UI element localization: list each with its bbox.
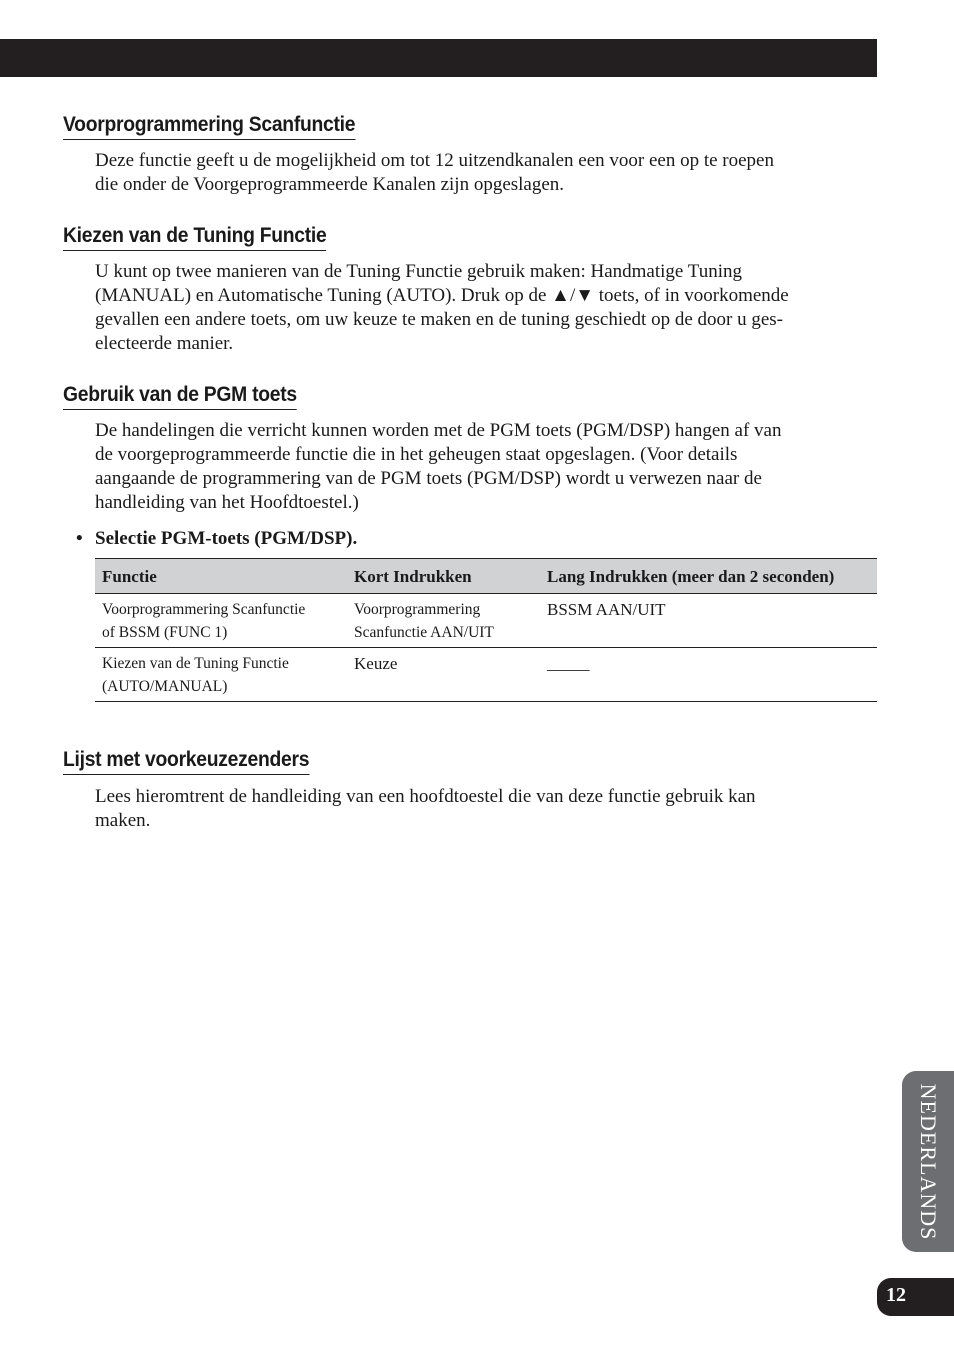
body-line: aangaande de programmering van de PGM toets (PGM/DSP) wordt u verwezen naar de — [95, 468, 762, 489]
body-line: electeerde manier. — [95, 333, 234, 354]
body-line: die onder de Voorgeprogrammeerde Kanalen zijn opgeslagen. — [95, 174, 565, 195]
bullet-symbol: • — [76, 528, 83, 549]
cell-line: BSSM AAN/UIT — [547, 600, 666, 619]
body-line: Lees hieromtrent de handleiding van een hoofdtoestel die van deze functie gebruik kan — [95, 786, 756, 807]
cell-line: Voorprogrammering — [354, 601, 481, 618]
cell-line: of BSSM (FUNC 1) — [102, 624, 228, 641]
table-header-lang: Lang Indrukken (meer dan 2 seconden) — [540, 559, 877, 594]
table-cell — [540, 594, 877, 648]
cell-line: (AUTO/MANUAL) — [102, 678, 228, 695]
body-line: U kunt op twee manieren van de Tuning Functie gebruik maken: Handmatige Tuning — [95, 261, 742, 282]
cell-line: Voorprogrammering Scanfunctie — [102, 601, 306, 618]
table-cell — [347, 594, 540, 648]
section-body-tuning — [95, 260, 855, 356]
bullet-text: Selectie PGM-toets (PGM/DSP). — [95, 528, 358, 549]
section-heading-tuning: Kiezen van de Tuning Functie — [63, 224, 326, 251]
table-header-kort: Kort Indrukken — [347, 559, 540, 594]
table-row — [95, 648, 877, 702]
body-line: De handelingen die verricht kunnen worden met de PGM toets (PGM/DSP) hangen af van — [95, 420, 782, 441]
language-tab-label: NEDERLANDS — [916, 1083, 941, 1240]
table-header-functie: Functie — [95, 559, 347, 594]
table-row — [95, 594, 877, 648]
header-bar — [0, 39, 877, 77]
table-cell — [95, 648, 347, 702]
section-heading-pgm: Gebruik van de PGM toets — [63, 383, 297, 410]
table-cell — [347, 648, 540, 702]
table-header-row — [95, 559, 877, 594]
section-body-scanfunctie — [95, 149, 855, 197]
table-cell — [95, 594, 347, 648]
cell-line: Scanfunctie AAN/UIT — [354, 624, 494, 641]
section-body-voorkeuzezenders — [95, 785, 855, 833]
section-body-pgm — [95, 419, 855, 515]
body-line: maken. — [95, 810, 151, 831]
body-line: handleiding van het Hoofdtoestel.) — [95, 492, 359, 513]
cell-line: Keuze — [354, 654, 398, 673]
pgm-table — [95, 558, 877, 702]
body-line: (MANUAL) en Automatische Tuning (AUTO). Druk op de ▲/▼ toets, of in voorkomende — [95, 285, 789, 306]
section-heading-scanfunctie: Voorprogrammering Scanfunctie — [63, 113, 355, 140]
table-cell — [540, 648, 877, 702]
cell-line: _____ — [547, 654, 590, 673]
body-line: Deze functie geeft u de mogelijkheid om tot 12 uitzendkanalen een voor een op te roepen — [95, 150, 774, 171]
cell-line: Kiezen van de Tuning Functie — [102, 655, 289, 672]
body-line: de voorgeprogrammeerde functie die in het geheugen staat opgeslagen. (Voor details — [95, 444, 738, 465]
page-number: 12 — [886, 1284, 906, 1306]
language-tab — [902, 1071, 954, 1252]
page-number-tab — [877, 1278, 954, 1316]
body-line: gevallen een andere toets, om uw keuze te maken en de tuning geschiedt op de door u ges- — [95, 309, 783, 330]
section-heading-voorkeuzezenders: Lijst met voorkeuzezenders — [63, 748, 309, 775]
bullet-item — [76, 527, 357, 551]
